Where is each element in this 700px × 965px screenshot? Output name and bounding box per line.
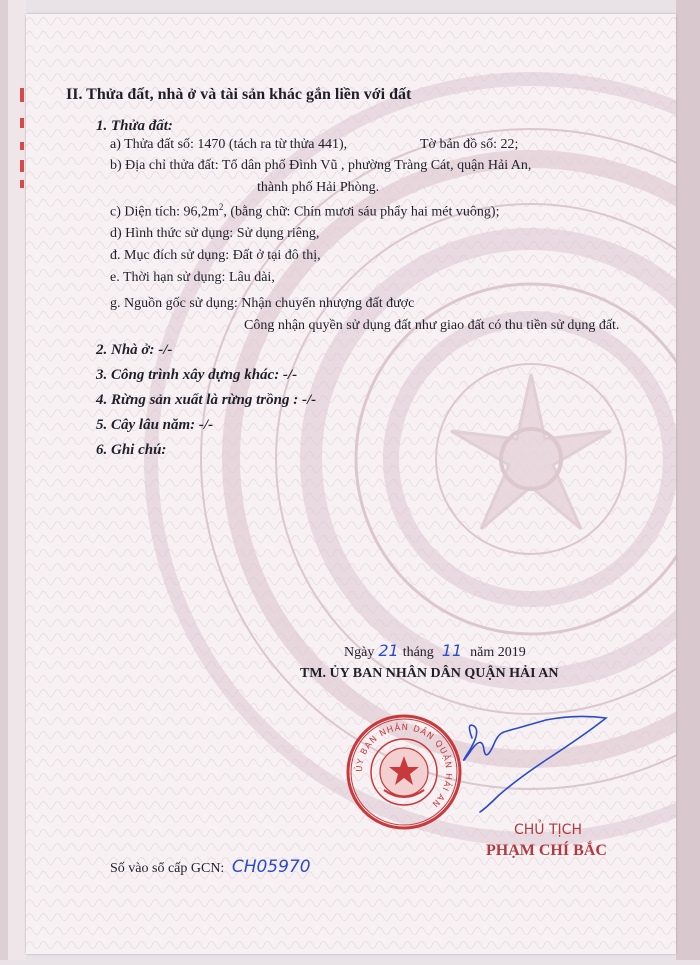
land-area-suffix: , (bằng chữ: Chín mươi sáu phẩy hai mét vuông); (223, 204, 500, 220)
construction-item: 3. Công trình xây dựng khác: -/- (96, 367, 298, 383)
usage-origin: g. Nguồn gốc sử dụng: Nhận chuyển nhượng đất được (110, 296, 415, 311)
issuing-authority: TM. ỦY BAN NHÂN DÂN QUẬN HẢI AN (300, 666, 559, 681)
chair-name: PHẠM CHÍ BẮC (486, 842, 607, 859)
seal-text: ỦY BAN NHÂN DÂN QUẬN HẢI AN (354, 722, 454, 810)
forest-item: 4. Rừng sản xuất là rừng trồng : -/- (96, 392, 317, 408)
month-label: tháng (402, 645, 434, 660)
land-address: b) Địa chỉ thửa đất: Tổ dân phố Đình Vũ , phường Tràng Cát, quận Hải An, (110, 158, 532, 173)
registry-number-line (110, 857, 311, 877)
registry-number-handwritten: CH05970 (231, 857, 311, 877)
usage-form: d) Hình thức sử dụng: Sử dụng riêng, (110, 226, 320, 241)
year-label: năm 2019 (470, 645, 526, 660)
page-left-margin (0, 0, 26, 960)
signature-scribble (436, 704, 626, 824)
trees-item: 5. Cây lâu năm: -/- (96, 417, 214, 433)
land-area-unit-sup: 2 (218, 202, 224, 212)
month-handwritten: 11 (441, 641, 463, 660)
chair-title: CHỦ TỊCH (514, 822, 582, 838)
land-heading: 1. Thửa đất: (96, 118, 173, 134)
issue-date (344, 641, 526, 661)
usage-purpose: đ. Mục đích sử dụng: Đất ở tại đô thị, (110, 248, 321, 263)
map-sheet-number: Tờ bản đồ số: 22; (420, 137, 519, 152)
day-label: Ngày (344, 645, 375, 660)
page-right-edge (676, 0, 700, 960)
registry-label: Số vào sổ cấp GCN: (110, 861, 225, 876)
section-title: II. Thửa đất, nhà ở và tài sản khác gắn liền với đất (66, 86, 412, 103)
land-address-city: thành phố Hải Phòng. (257, 180, 380, 195)
house-item: 2. Nhà ở: -/- (96, 342, 173, 358)
usage-term: e. Thời hạn sử dụng: Lâu dài, (110, 270, 275, 285)
usage-origin-detail: Công nhận quyền sử dụng đất như giao đất có thu tiền sử dụng đất. (244, 318, 620, 333)
land-area-prefix: c) Diện tích: 96,2m (110, 204, 219, 220)
notes-item: 6. Ghi chú: (96, 442, 167, 458)
land-area (110, 202, 499, 221)
day-handwritten: 21 (378, 641, 399, 660)
certificate-page (26, 14, 676, 954)
land-parcel-number: a) Thửa đất số: 1470 (tách ra từ thửa 441), (110, 137, 348, 152)
